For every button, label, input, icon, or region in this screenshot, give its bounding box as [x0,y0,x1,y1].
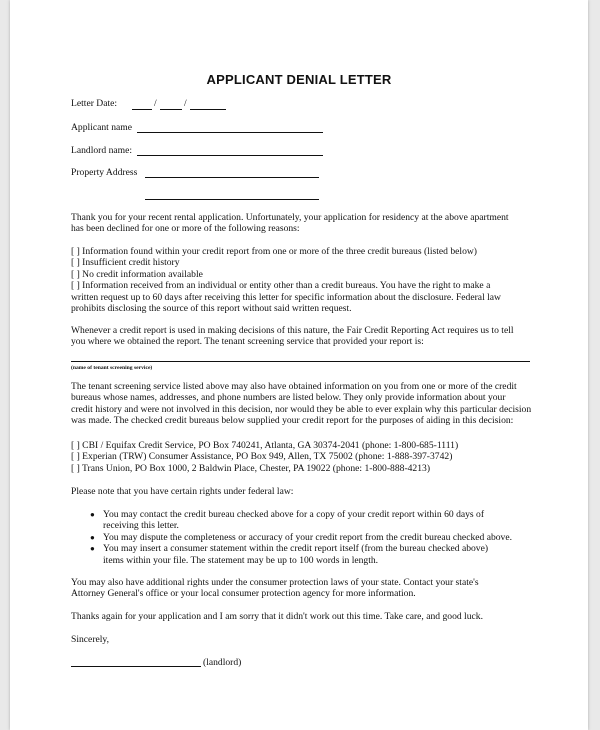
text-line: credit history and were not involved in this decision, nor would they be able to ever explain why this particular decision [71,403,532,415]
property-address-line-1 [145,177,319,178]
thanks-line: Thanks again for your application and I am sorry that it didn't work out this time. Take care, and good luck. [71,611,483,622]
bullet-icon: ● [90,532,95,542]
text-line: written request up to 60 days after receiving this letter for specific information about the disclosure. Federal law [71,291,501,303]
reason-item: [ ] Information found within your credit report from one or more of the three credit bureaus (listed below) [71,246,478,257]
signature-label: (landlord) [203,657,242,668]
screening-service-line [71,361,530,362]
reason-item: [ ] Information received from an individual or entity other than a credit bureaus. You have the right to make a [71,280,491,292]
applicant-name-line [137,132,323,133]
landlord-name-label: Landlord name: [71,145,133,156]
list-item [71,509,512,532]
text-line: receiving this letter. [103,520,179,532]
bullet-icon: ● [90,510,95,519]
text-line: Attorney General's office or your local consumer protection agency for more information. [71,588,416,600]
sincerely-line: Sincerely, [71,634,110,645]
document-title: APPLICANT DENIAL LETTER [206,72,392,87]
screening-service-caption: (name of tenant screening service) [71,365,153,371]
text-line: prohibits disclosing the source of this report without said written request. [71,303,352,315]
text-line: has been declined for one or more of the following reasons: [71,223,300,235]
reason-item: [ ] Insufficient credit history [71,257,180,269]
list-item [71,543,512,566]
denial-reasons [71,246,541,314]
rights-intro: Please note that you have certain rights under federal law: [71,486,294,497]
text-line: You may insert a consumer statement within the credit report itself (from the bureau checked above) [103,543,489,555]
letter-date-label: Letter Date: [71,98,118,109]
text-line: Whenever a credit report is used in making decisions of this nature, the Fair Credit Reporting Act requires us to tell [71,325,514,336]
list-item [71,532,512,543]
landlord-signature-line [71,666,201,667]
text-line: The tenant screening service listed above may also have obtained information on you from one or more of the credit [71,381,517,392]
property-address-label: Property Address [71,167,138,178]
reason-item: [ ] No credit information available [71,268,203,280]
applicant-name-label: Applicant name [71,122,133,133]
letter-date-month-line [132,109,152,110]
screening-paragraph [71,381,541,427]
bullet-icon: ● [90,544,95,554]
landlord-name-line [137,155,323,156]
date-separator: / [184,98,187,109]
credit-bureaus-list [71,440,541,474]
text-line: You may contact the credit bureau checked above for a copy of your credit report within 60 days of [103,509,485,520]
text-line: Thank you for your recent rental application. Unfortunately, your application for residency at the above apartment [71,212,509,223]
rights-list [71,509,512,566]
additional-rights-paragraph [71,577,541,600]
text-line: was made. The checked credit bureaus below supplied your credit report for the purposes of aiding in this decision: [71,415,514,427]
letter-date-year-line [190,109,226,110]
text-line: you where we obtained the report. The tenant screening service that provided your report is: [71,336,424,348]
property-address-line-2 [145,199,319,200]
text-line: You may dispute the completeness or accuracy of your credit report from the credit bureau checked above. [103,531,513,543]
document-page [10,0,588,730]
bureau-item: [ ] Trans Union, PO Box 1000, 2 Baldwin Place, Chester, PA 19022 (phone: 1-800-888-4213) [71,462,431,474]
date-separator: / [154,98,157,109]
fcra-paragraph [71,325,541,348]
bureau-item: [ ] CBI / Equifax Credit Service, PO Box 740241, Atlanta, GA 30374-2041 (phone: 1-800-685-1111) [71,440,459,451]
text-line: bureaus whose names, addresses, and phone numbers are listed below. They only provide information about your [71,392,506,404]
text-line: You may also have additional rights under the consumer protection laws of your state. Contact your state's [71,577,479,588]
letter-date-day-line [160,109,182,110]
bureau-item: [ ] Experian (TRW) Consumer Assistance, PO Box 949, Allen, TX 75002 (phone: 1-888-397-3742) [71,451,453,463]
text-line: items within your file. The statement may be up to 100 words in length. [103,554,379,566]
intro-paragraph [71,212,541,235]
